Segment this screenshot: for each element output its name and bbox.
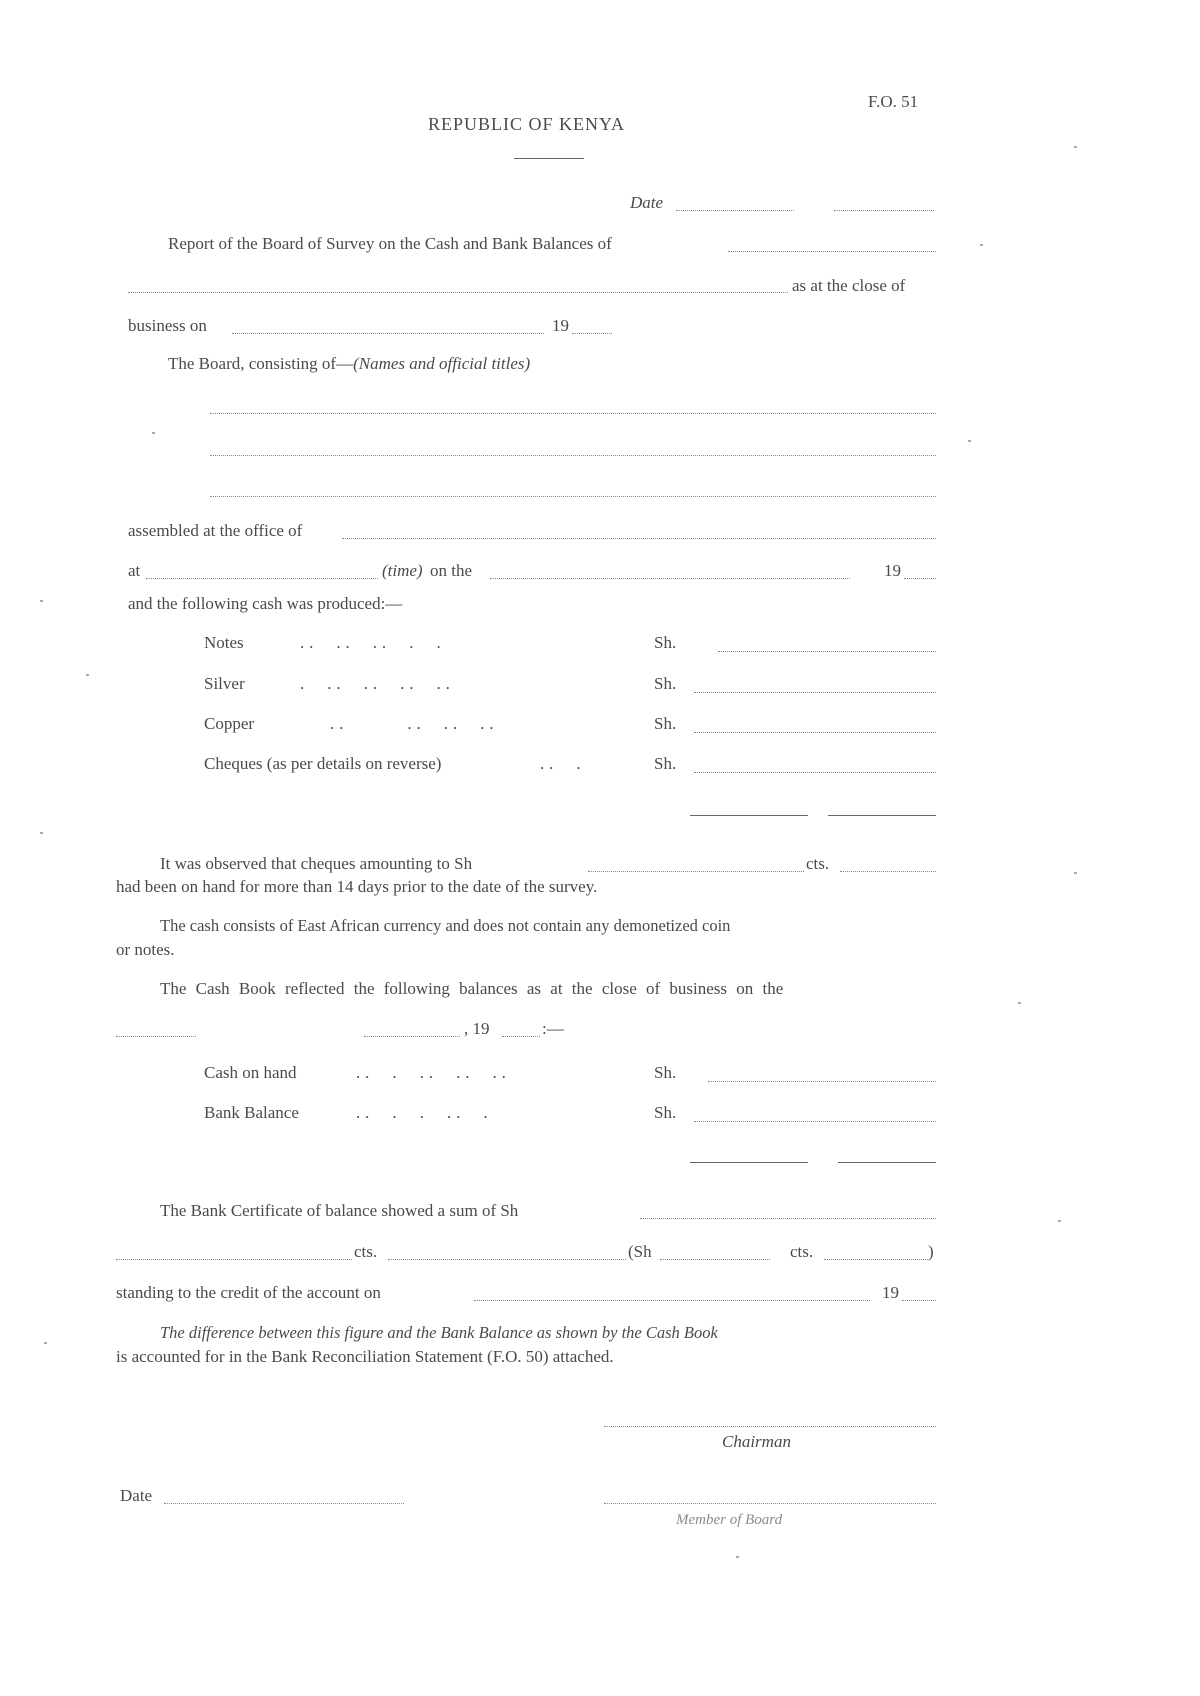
cash-item-silver-label: Silver bbox=[204, 674, 245, 693]
cash-item-cheques-leader: . . . bbox=[540, 754, 581, 773]
bank-certificate-paren-sh-field[interactable] bbox=[660, 1259, 770, 1260]
balance-bank-amount[interactable] bbox=[694, 1121, 936, 1122]
cash-item-notes-currency: Sh. bbox=[654, 633, 677, 652]
cheques-cts-label: cts. bbox=[806, 854, 830, 873]
assembly-date-field[interactable] bbox=[490, 578, 850, 579]
report-intro: Report of the Board of Survey on the Cash and Bank Balances of bbox=[168, 234, 612, 253]
cash-item-silver-amount[interactable] bbox=[694, 692, 936, 693]
date-footer-field[interactable] bbox=[164, 1503, 404, 1504]
scan-speck bbox=[44, 1342, 47, 1344]
chairman-label: Chairman bbox=[722, 1432, 791, 1451]
board-member-line-3[interactable] bbox=[210, 496, 936, 497]
cash-item-cheques-currency: Sh. bbox=[654, 754, 677, 773]
cash-total-rule-1 bbox=[690, 815, 808, 816]
scan-speck bbox=[40, 832, 43, 834]
cash-book-year-number: 19 bbox=[472, 1019, 490, 1038]
cash-item-notes-amount[interactable] bbox=[718, 651, 936, 652]
scan-speck bbox=[152, 432, 155, 434]
cash-produced: and the following cash was produced:— bbox=[128, 594, 403, 613]
balance-cash-amount[interactable] bbox=[708, 1081, 936, 1082]
cash-item-notes-label: Notes bbox=[204, 633, 244, 652]
standing-credit-year-prefix: 19 bbox=[882, 1283, 899, 1302]
as-at-close: as at the close of bbox=[792, 276, 906, 295]
standing-credit-date-field[interactable] bbox=[474, 1300, 870, 1301]
form-number: F.O. 51 bbox=[868, 92, 919, 111]
office-field[interactable] bbox=[342, 538, 936, 539]
cash-item-copper-amount[interactable] bbox=[694, 732, 936, 733]
cash-book-date-field-2[interactable] bbox=[364, 1036, 460, 1037]
balance-bank-label: Bank Balance bbox=[204, 1103, 299, 1122]
time-label: (time) bbox=[382, 561, 423, 580]
board-member-line-1[interactable] bbox=[210, 413, 936, 414]
scan-speck bbox=[1018, 1002, 1021, 1004]
scan-speck bbox=[86, 674, 89, 676]
date-field-1[interactable] bbox=[676, 210, 794, 211]
business-on: business on bbox=[128, 316, 207, 335]
date-field-2[interactable] bbox=[834, 210, 934, 211]
date-label: Date bbox=[630, 193, 664, 212]
bank-certificate-paren-close: ) bbox=[928, 1242, 934, 1261]
business-year-field[interactable] bbox=[572, 333, 612, 334]
chairman-signature-field[interactable] bbox=[604, 1426, 936, 1427]
bank-certificate-paren-cts: cts. bbox=[790, 1242, 814, 1261]
cheques-observed-a: It was observed that cheques amounting to Sh bbox=[160, 854, 473, 873]
scan-speck bbox=[1074, 146, 1077, 148]
or-notes: or notes. bbox=[116, 940, 175, 959]
at-label: at bbox=[128, 561, 141, 580]
cash-item-silver-currency: Sh. bbox=[654, 674, 677, 693]
bank-certificate: The Bank Certificate of balance showed a sum of Sh bbox=[160, 1201, 519, 1220]
cash-book-year-suffix: :— bbox=[542, 1019, 564, 1038]
cash-book-reflected: The Cash Book reflected the following balances as at the close of business on the bbox=[160, 979, 784, 998]
scan-speck bbox=[40, 600, 43, 602]
cheques-amount-sh-field[interactable] bbox=[588, 871, 804, 872]
scan-speck bbox=[1058, 1220, 1061, 1222]
cash-total-rule-2 bbox=[828, 815, 936, 816]
business-date-field[interactable] bbox=[232, 333, 544, 334]
cash-book-year-field[interactable] bbox=[502, 1036, 540, 1037]
station-field-line2[interactable] bbox=[128, 292, 788, 293]
title-underline bbox=[514, 158, 584, 159]
assembly-year-field[interactable] bbox=[904, 578, 936, 579]
balance-cash-currency: Sh. bbox=[654, 1063, 677, 1082]
station-field[interactable] bbox=[728, 251, 936, 252]
cash-book-year-prefix: , 19 bbox=[464, 1019, 490, 1038]
bank-certificate-sh-field[interactable] bbox=[640, 1218, 936, 1219]
on-the-label: on the bbox=[430, 561, 473, 580]
difference-b: is accounted for in the Bank Reconciliation Statement (F.O. 50) attached. bbox=[116, 1347, 614, 1366]
standing-credit-year-field[interactable] bbox=[902, 1300, 936, 1301]
cash-item-copper-label: Copper bbox=[204, 714, 255, 733]
business-year-prefix: 19 bbox=[552, 316, 569, 335]
cash-item-silver-leader: . . . . . . . . . bbox=[300, 674, 451, 693]
bank-certificate-words-field[interactable] bbox=[116, 1259, 352, 1260]
cash-consists: The cash consists of East African currency and does not contain any demonetized coin bbox=[160, 916, 731, 935]
balance-cash-label: Cash on hand bbox=[204, 1063, 297, 1082]
member-signature-field[interactable] bbox=[604, 1503, 936, 1504]
member-label: Member of Board bbox=[676, 1512, 783, 1528]
standing-credit: standing to the credit of the account on bbox=[116, 1283, 381, 1302]
scan-speck bbox=[980, 244, 983, 246]
cash-item-copper-leader: . . . . . . . . bbox=[330, 714, 494, 733]
balance-bank-leader: . . . . . . . bbox=[356, 1103, 488, 1122]
board-member-line-2[interactable] bbox=[210, 455, 936, 456]
assembled-at: assembled at the office of bbox=[128, 521, 303, 540]
scan-speck bbox=[1074, 872, 1077, 874]
cheques-amount-cts-field[interactable] bbox=[840, 871, 936, 872]
time-field[interactable] bbox=[146, 578, 378, 579]
cash-item-notes-leader: . . . . . . . . bbox=[300, 633, 442, 652]
balance-total-rule-2 bbox=[838, 1162, 936, 1163]
cash-item-cheques-label: Cheques (as per details on reverse) bbox=[204, 754, 442, 773]
bank-certificate-paren-sh: (Sh bbox=[628, 1242, 652, 1261]
cash-item-copper-currency: Sh. bbox=[654, 714, 677, 733]
assembly-year-prefix: 19 bbox=[884, 561, 901, 580]
scan-speck bbox=[736, 1556, 739, 1558]
balance-bank-currency: Sh. bbox=[654, 1103, 677, 1122]
cash-item-cheques-amount[interactable] bbox=[694, 772, 936, 773]
cash-book-date-field-1[interactable] bbox=[116, 1036, 196, 1037]
board-intro-italic: (Names and official titles) bbox=[353, 354, 531, 373]
page-title: REPUBLIC OF KENYA bbox=[428, 114, 626, 134]
cheques-observed-b: had been on hand for more than 14 days prior to the date of the survey. bbox=[116, 877, 598, 896]
bank-certificate-paren-cts-field[interactable] bbox=[824, 1259, 928, 1260]
scan-speck bbox=[968, 440, 971, 442]
board-intro-text: The Board, consisting of— bbox=[168, 354, 354, 373]
balance-cash-leader: . . . . . . . . . bbox=[356, 1063, 507, 1082]
board-intro bbox=[168, 354, 530, 374]
balance-total-rule-1 bbox=[690, 1162, 808, 1163]
date-footer-label: Date bbox=[120, 1486, 153, 1505]
difference-a: The difference between this figure and the Bank Balance as shown by the Cash Book bbox=[160, 1323, 718, 1342]
bank-certificate-cts: cts. bbox=[354, 1242, 378, 1261]
bank-certificate-words-field-2[interactable] bbox=[388, 1259, 626, 1260]
